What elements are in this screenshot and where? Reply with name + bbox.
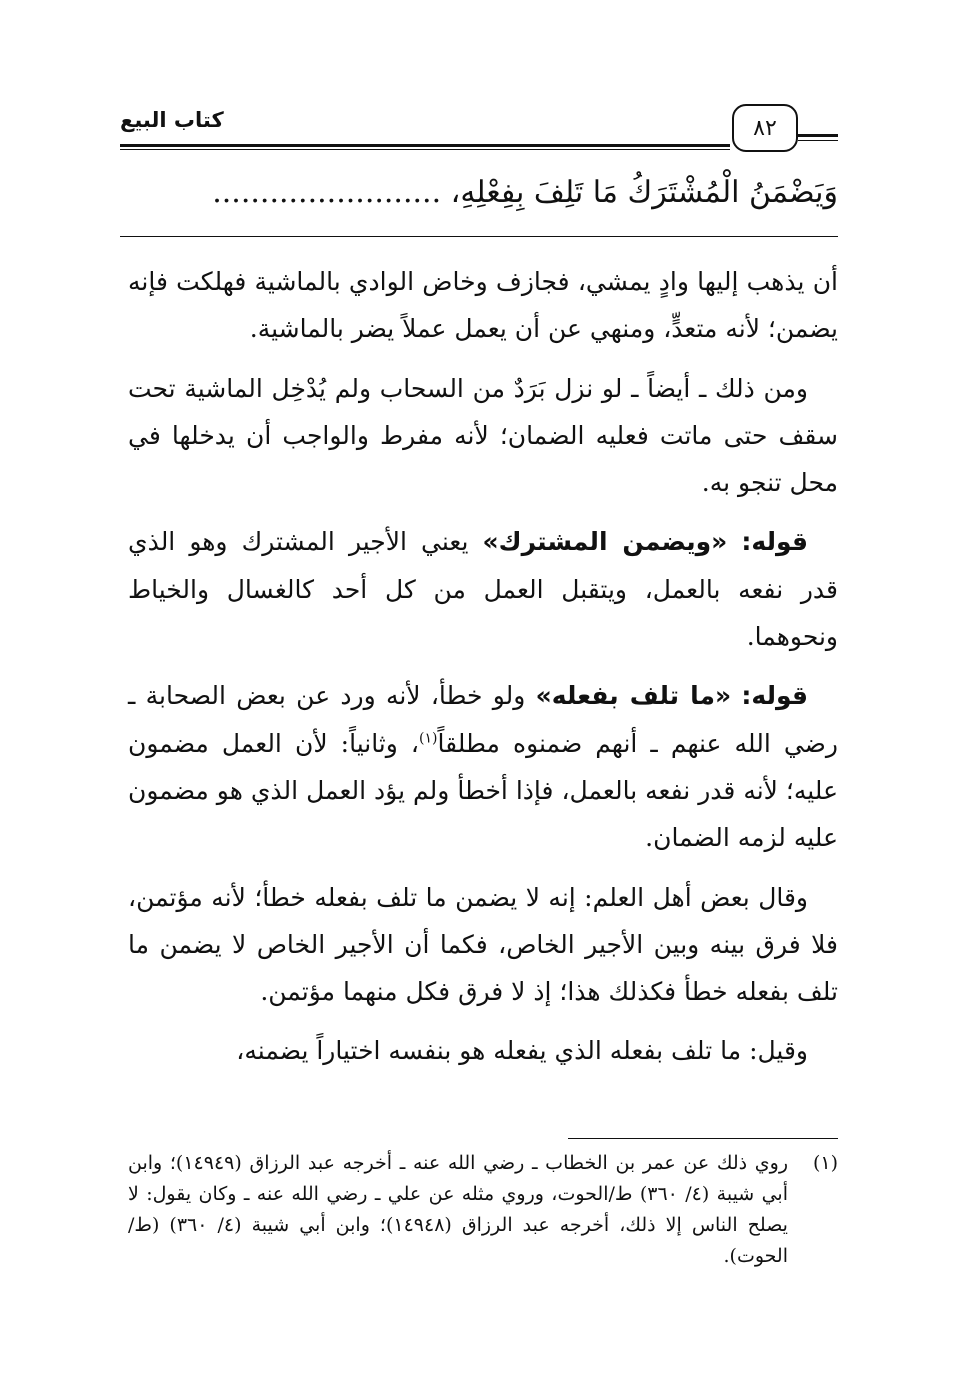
page-number	[732, 104, 798, 152]
paragraph	[128, 1027, 838, 1074]
paragraph-label: قوله:	[741, 681, 808, 711]
header-rule-right-thin	[798, 140, 838, 141]
page-number-text: ٨٢	[753, 115, 777, 141]
paragraph-text: وقال بعض أهل العلم: إنه لا يضمن ما تلف بفعله خطأ؛ لأنه مؤتمن، فلا فرق بينه وبين الأجير الخاص، فكما أن الأجير الخاص لا يضمن ما تلف بفعله خطأ فكذلك هذا؛ إذ لا فرق فكل منهما مؤتمن.	[128, 882, 838, 1007]
header-rule-right	[798, 134, 838, 137]
footnote-rule	[568, 1138, 838, 1139]
header-rule-thin	[120, 149, 730, 150]
paragraph	[128, 874, 838, 1016]
header-rule	[120, 144, 730, 147]
paragraph-text: يعني الأجير المشترك وهو الذي قدر نفعه بالعمل، ويتقبل العمل من كل أحد كالغسال والخياط ونحوهما.	[128, 527, 838, 652]
paragraph	[128, 258, 838, 353]
paragraph	[128, 672, 838, 861]
footnote-ref[interactable]: (١)	[418, 730, 438, 747]
matn-divider	[120, 236, 838, 237]
matn-line	[120, 165, 838, 225]
matn-dots: ........................	[212, 175, 442, 210]
paragraph-quote: «ويضمن المشترك»	[482, 527, 728, 557]
paragraph-text: وقيل: ما تلف بفعله الذي يفعله هو بنفسه اختياراً يضمنه،	[236, 1036, 808, 1066]
paragraph-text: أن يذهب إليها وادٍ يمشي، فجازف وخاض الوادي بالماشية فهلكت فإنه يضمن؛ لأنه متعدٍّ، ومنهي عن أن يعمل عملاً يضر بالماشية.	[128, 267, 838, 344]
page-header	[120, 104, 838, 154]
paragraph-quote: «ما تلف بفعله»	[535, 681, 732, 711]
commentary-body	[128, 258, 838, 1087]
paragraph-text: ولو خطأ، لأنه ورد عن بعض الصحابة ـ رضي الله عنهم ـ أنهم ضمنوه مطلقاً	[128, 681, 838, 758]
paragraph	[128, 518, 838, 660]
paragraph-label: قوله:	[741, 527, 809, 557]
footnote-number: (١)	[812, 1152, 838, 1174]
footnote	[128, 1148, 838, 1272]
paragraph	[128, 365, 838, 507]
paragraph-text: ومن ذلك ـ أيضاً ـ لو نزل بَرَدٌ من السحاب ولم يُدْخِل الماشية تحت سقف حتى ماتت فعليه الضمان؛ لأنه مفرط والواجب أن يدخلها في محل تنجو به.	[128, 373, 838, 498]
paragraph-text: ، وثانياً: لأن العمل مضمون عليه؛ لأنه قدر نفعه بالعمل، فإذا أخطأ ولم يؤد العمل الذي هو مضمون عليه لزمه الضمان.	[128, 728, 838, 853]
footnote-text: روي ذلك عن عمر بن الخطاب ـ رضي الله عنه ـ أخرجه عبد الرزاق (١٤٩٤٩)؛ وابن أبي شيبة (٤/ ٣٦٠) ط/الحوت، وروي مثله عن علي ـ رضي الله عنه ـ وكان يقول: لا يصلح الناس إلا ذلك، أخرجه عبد الرزاق (١٤٩٤٨)؛ وابن أبي شيبة (٤/ ٣٦٠) (ط/الحوت).	[128, 1152, 788, 1267]
matn-text: وَيَضْمَنُ الْمُشْتَرَكُ مَا تَلِفَ بِفِعْلِهِ،	[450, 175, 838, 210]
book-title: كتاب البيع	[120, 108, 224, 132]
